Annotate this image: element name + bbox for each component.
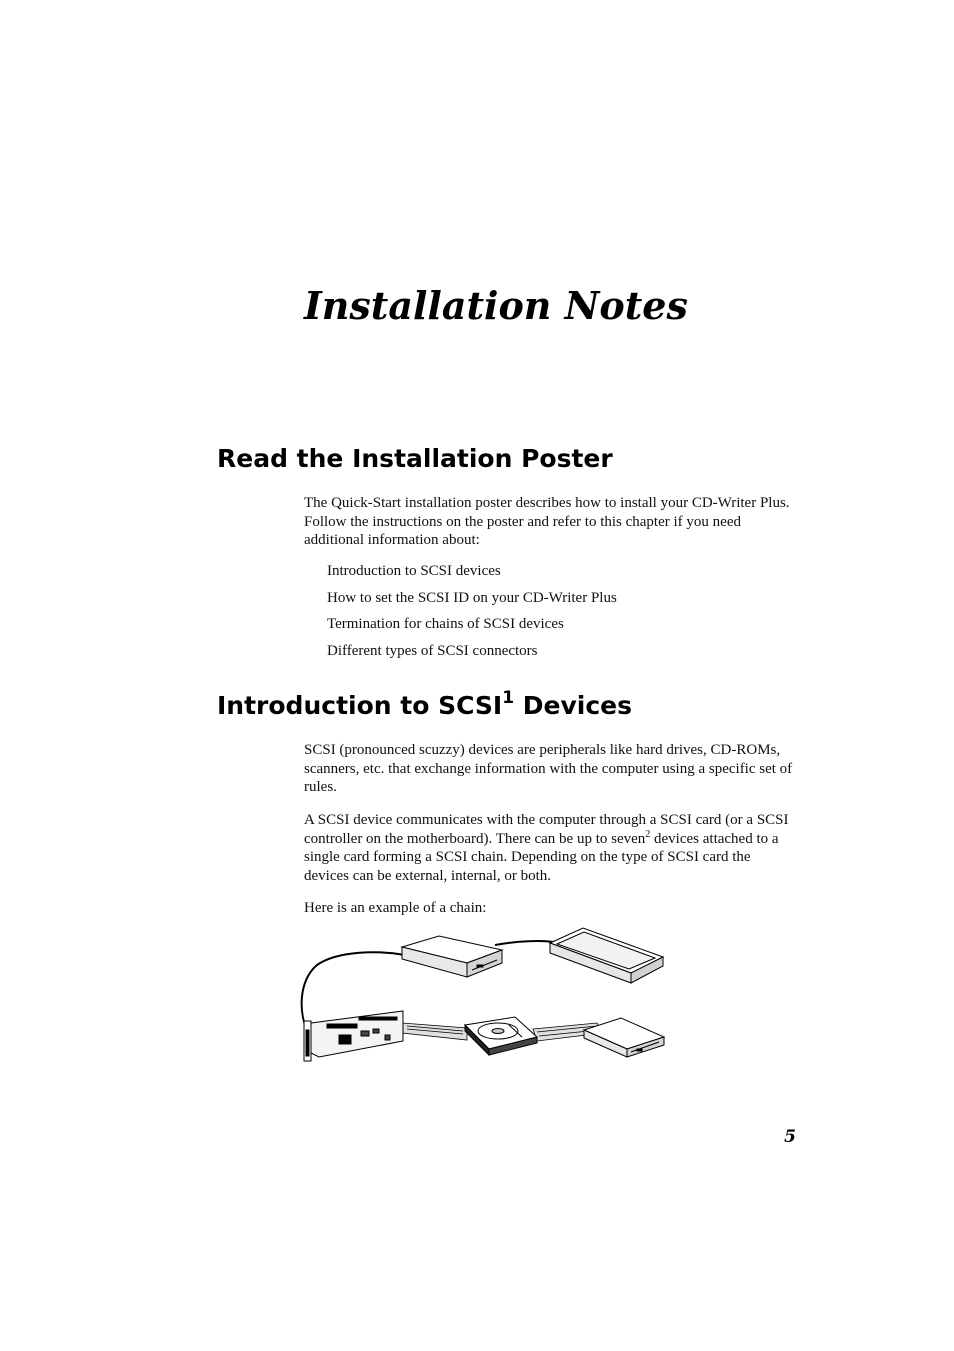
internal-hard-drive [465, 1017, 537, 1055]
footnote-marker: 2 [645, 828, 651, 840]
section-heading-scsi [217, 690, 632, 722]
scsi-controller-card [304, 1011, 403, 1061]
external-cd-drive [402, 936, 502, 977]
heading-text: Introduction to SCSI [217, 691, 503, 720]
chapter-title: Installation Notes [304, 283, 688, 328]
footnote-marker: 1 [502, 688, 515, 708]
section-heading-poster: Read the Installation Poster [217, 444, 613, 473]
list-item: Introduction to SCSI devices [327, 563, 501, 579]
paragraph-text: A SCSI device communicates with the computer through a SCSI card (or a SCSI controller on the motherboard). There can be up to seven [304, 812, 789, 847]
page-number: 5 [784, 1127, 796, 1147]
scsi-chain-paragraph [304, 811, 796, 885]
scsi-chain-illustration [297, 925, 669, 1067]
scanner [550, 928, 663, 983]
poster-intro-paragraph: The Quick-Start installation poster describes how to install your CD-Writer Plus. Follow the instructions on the poster and refer to this chapter if you need additional information about: [304, 495, 790, 548]
scsi-definition-paragraph: SCSI (pronounced scuzzy) devices are peripherals like hard drives, CD-ROMs, scanners, etc. that exchange information with the computer using a specific set of rules. [304, 742, 793, 795]
list-item: Termination for chains of SCSI devices [327, 616, 564, 632]
list-item: How to set the SCSI ID on your CD-Writer Plus [327, 589, 617, 606]
list-item: Different types of SCSI connectors [327, 642, 538, 659]
topic-list [327, 562, 617, 668]
paragraph-text-continued: devices attached to a single card forming a SCSI chain. Depending on the type of SCSI card the devices can be external, internal, or both. [304, 830, 779, 884]
example-lead-paragraph: Here is an example of a chain: [304, 900, 487, 916]
heading-text-suffix: Devices [514, 691, 632, 720]
